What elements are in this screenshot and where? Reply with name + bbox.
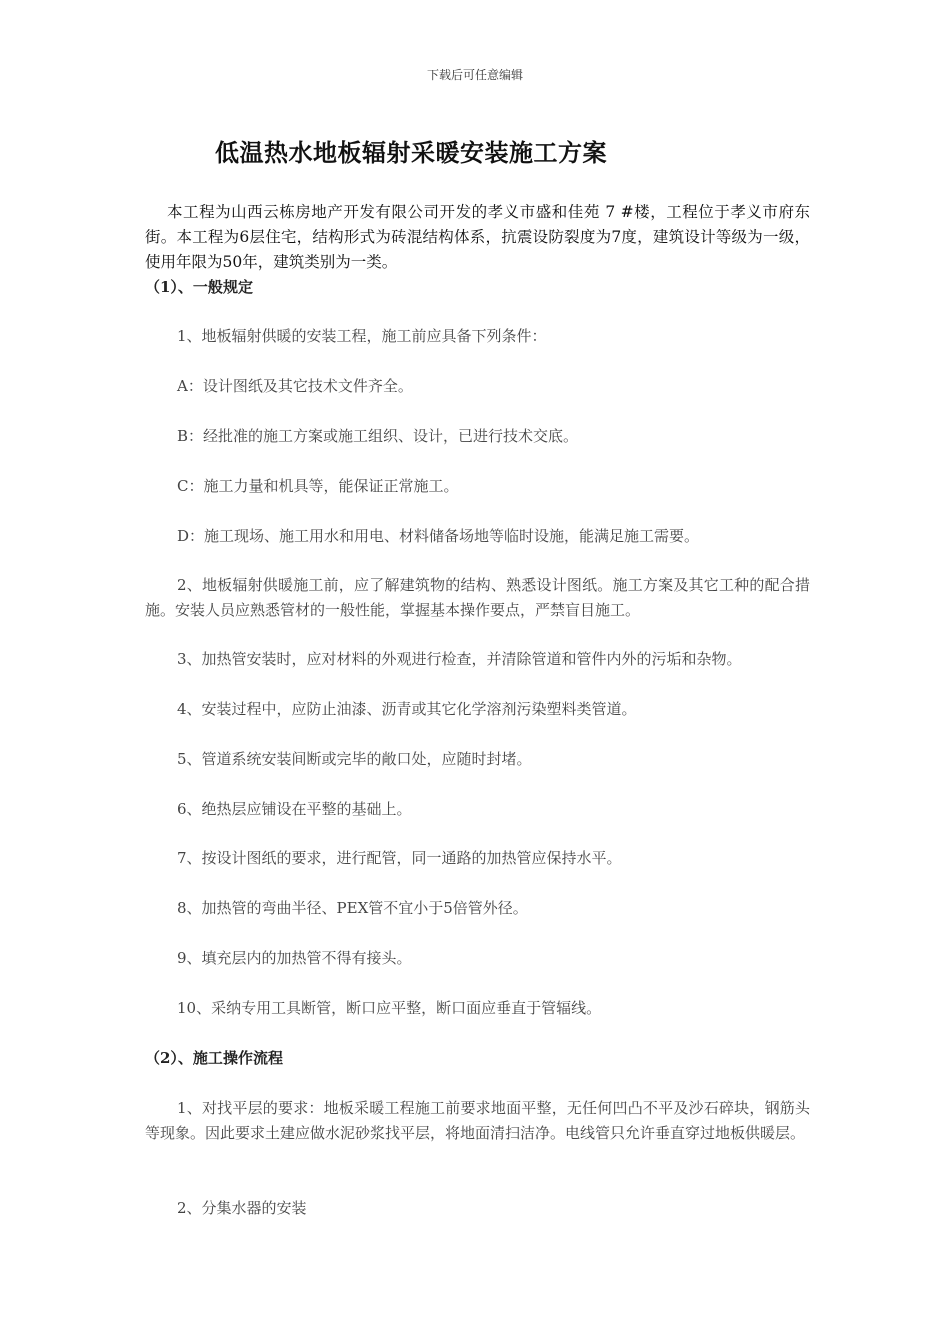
list-item: 4、安装过程中，应防止油漆、沥青或其它化学溶剂污染塑料类管道。 xyxy=(177,700,637,718)
list-item: 3、加热管安装时，应对材料的外观进行检查，并清除管道和管件内外的污垢和杂物。 xyxy=(177,650,742,668)
section-heading-general-rules: （1）、一般规定 xyxy=(145,278,253,296)
list-item: 10、采纳专用工具断管，断口应平整，断口面应垂直于管辐线。 xyxy=(177,999,602,1017)
list-item: 6、绝热层应铺设在平整的基础上。 xyxy=(177,800,412,818)
list-item: C：施工力量和机具等，能保证正常施工。 xyxy=(177,477,459,495)
section-heading-workflow: （2）、施工操作流程 xyxy=(145,1049,283,1067)
list-item: A：设计图纸及其它技术文件齐全。 xyxy=(177,377,413,395)
list-item: 2、分集水器的安装 xyxy=(177,1199,307,1217)
list-item: 1、地板辐射供暖的安装工程，施工前应具备下列条件： xyxy=(177,327,547,345)
list-item: D：施工现场、施工用水和用电、材料储备场地等临时设施，能满足施工需要。 xyxy=(177,527,700,545)
list-item: B：经批准的施工方案或施工组织、设计，已进行技术交底。 xyxy=(177,427,579,445)
intro-paragraph: 本工程为山西云栋房地产开发有限公司开发的孝义市盛和佳苑 7 #楼，工程位于孝义市府东街。本工程为6层住宅，结构形式为砖混结构体系，抗震设防裂度为7度，建筑设计等级为一级，使用年限为50年，建筑类别为一类。 xyxy=(145,203,810,271)
list-item: 8、加热管的弯曲半径、PEX管不宜小于5倍管外径。 xyxy=(177,899,528,917)
page-title: 低温热水地板辐射采暖安装施工方案 xyxy=(215,138,607,167)
list-item: 2、地板辐射供暖施工前，应了解建筑物的结构、熟悉设计图纸。施工方案及其它工种的配合措施。安装人员应熟悉管材的一般性能，掌握基本操作要点，严禁盲目施工。 xyxy=(145,576,810,619)
list-item: 1、对找平层的要求：地板采暖工程施工前要求地面平整，无任何凹凸不平及沙石碎块，钢筋头等现象。因此要求土建应做水泥砂浆找平层，将地面清扫洁净。电线管只允许垂直穿过地板供暖层。 xyxy=(145,1099,810,1142)
list-item: 7、按设计图纸的要求，进行配管，同一通路的加热管应保持水平。 xyxy=(177,849,622,867)
header-note: 下载后可任意编辑 xyxy=(426,68,523,82)
list-item: 5、管道系统安装间断或完毕的敞口处，应随时封堵。 xyxy=(177,750,532,768)
list-item: 9、填充层内的加热管不得有接头。 xyxy=(177,949,412,967)
